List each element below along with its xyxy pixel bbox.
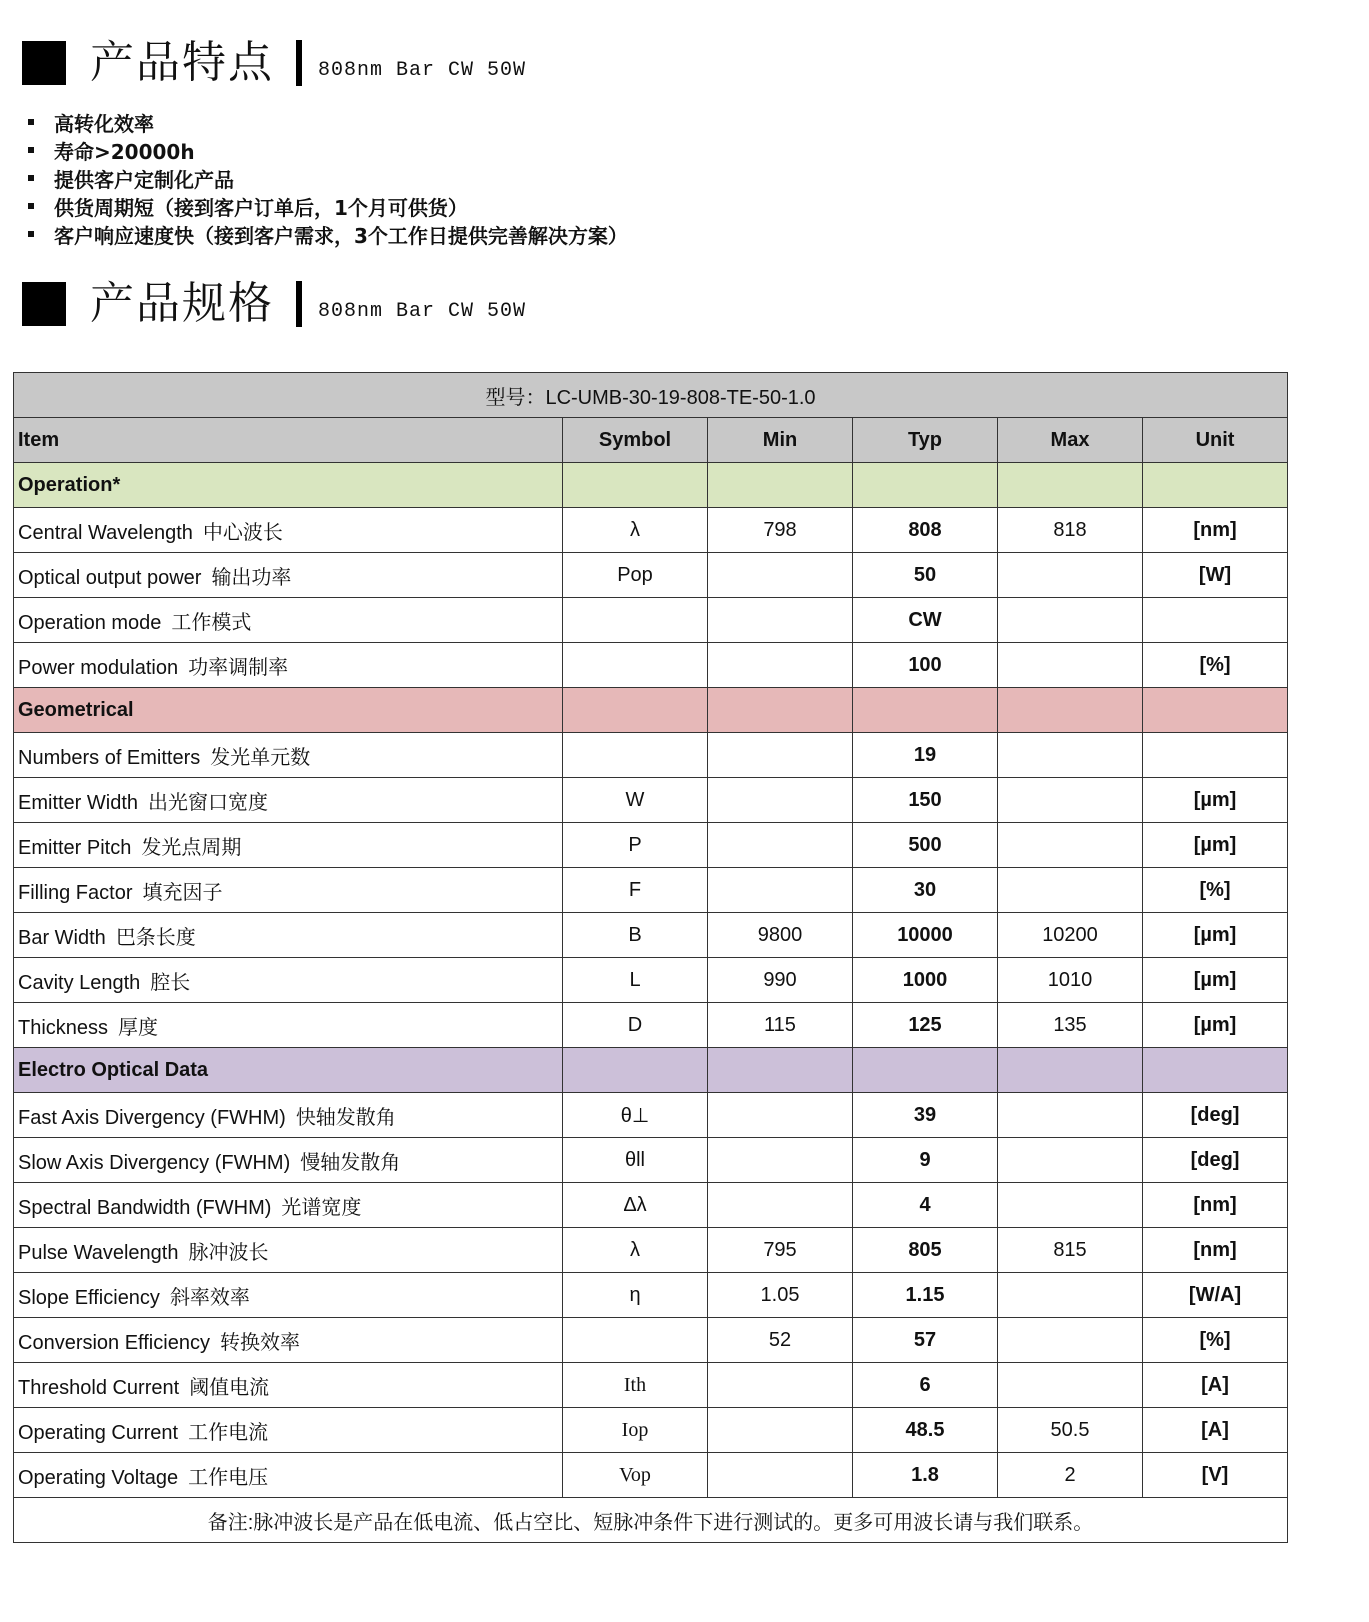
- table-row: [14, 1093, 1288, 1138]
- category-cell: [853, 688, 998, 733]
- item-name: Spectral Bandwidth (FWHM): [18, 1196, 272, 1219]
- table-header-row: [14, 418, 1288, 463]
- min-cell: [708, 1138, 853, 1183]
- typ-cell: 1.8: [853, 1453, 998, 1498]
- max-cell: [998, 1363, 1143, 1408]
- item-cell: [14, 1453, 563, 1498]
- list-item: 供货周期短（接到客户订单后，1个月可供货）: [22, 192, 628, 220]
- item-name: Filling Factor: [18, 881, 133, 904]
- unit-cell: [nm]: [1143, 1228, 1288, 1273]
- table-row: [14, 733, 1288, 778]
- category-label: Electro Optical Data: [14, 1048, 563, 1093]
- category-row-electro-optical: [14, 1048, 1288, 1093]
- table-row: [14, 1453, 1288, 1498]
- symbol-cell: [563, 1318, 708, 1363]
- note-text: 备注:脉冲波长是产品在低电流、低占空比、短脉冲条件下进行测试的。更多可用波长请与我们联系。: [14, 1498, 1288, 1543]
- item-name: Bar Width: [18, 926, 106, 949]
- item-cell: [14, 1228, 563, 1273]
- symbol-cell: B: [563, 913, 708, 958]
- symbol-cell: W: [563, 778, 708, 823]
- table-row: [14, 1138, 1288, 1183]
- table-row: [14, 598, 1288, 643]
- item-cell: [14, 823, 563, 868]
- list-item: 高转化效率: [22, 108, 628, 136]
- bullet-icon: [28, 147, 34, 153]
- item-name: Cavity Length: [18, 971, 141, 994]
- unit-cell: [µm]: [1143, 958, 1288, 1003]
- item-name-zh: 发光单元数: [210, 744, 311, 769]
- item-cell: [14, 508, 563, 553]
- unit-cell: [nm]: [1143, 508, 1288, 553]
- item-name: Emitter Width: [18, 791, 139, 814]
- max-cell: [998, 553, 1143, 598]
- item-name: Operating Voltage: [18, 1466, 179, 1489]
- features-subtitle: 808nm Bar CW 50W: [318, 58, 527, 82]
- symbol-cell: η: [563, 1273, 708, 1318]
- item-name: Numbers of Emitters: [18, 746, 201, 769]
- item-name-zh: 发光点周期: [141, 834, 242, 859]
- features-title: 产品特点: [90, 37, 274, 88]
- item-name-zh: 慢轴发散角: [300, 1149, 401, 1174]
- category-label: Geometrical: [14, 688, 563, 733]
- table-row: [14, 958, 1288, 1003]
- min-cell: 115: [708, 1003, 853, 1048]
- typ-cell: 30: [853, 868, 998, 913]
- min-cell: [708, 1408, 853, 1453]
- unit-cell: [deg]: [1143, 1138, 1288, 1183]
- specs-heading: [22, 274, 526, 334]
- symbol-cell: θll: [563, 1138, 708, 1183]
- item-name-zh: 转换效率: [219, 1329, 300, 1354]
- header-typ: Typ: [853, 418, 998, 463]
- category-cell: [998, 688, 1143, 733]
- bullet-icon: [28, 119, 34, 125]
- category-row-geometrical: [14, 688, 1288, 733]
- item-cell: [14, 1273, 563, 1318]
- item-cell: [14, 1003, 563, 1048]
- specs-subtitle: 808nm Bar CW 50W: [318, 299, 527, 323]
- unit-cell: [µm]: [1143, 1003, 1288, 1048]
- category-cell: [708, 1048, 853, 1093]
- list-item: 提供客户定制化产品: [22, 164, 628, 192]
- item-cell: [14, 1093, 563, 1138]
- item-name: Slow Axis Divergency (FWHM): [18, 1151, 291, 1174]
- black-square-icon: [22, 41, 66, 85]
- table-row: [14, 1273, 1288, 1318]
- item-name-zh: 阈值电流: [189, 1374, 270, 1399]
- item-cell: [14, 643, 563, 688]
- unit-cell: [µm]: [1143, 913, 1288, 958]
- table-row: [14, 1003, 1288, 1048]
- divider-bar: [296, 40, 302, 86]
- max-cell: [998, 1318, 1143, 1363]
- min-cell: 795: [708, 1228, 853, 1273]
- model-row: [14, 373, 1288, 418]
- typ-cell: 1.15: [853, 1273, 998, 1318]
- typ-cell: 50: [853, 553, 998, 598]
- item-cell: [14, 1363, 563, 1408]
- table-row: [14, 1408, 1288, 1453]
- min-cell: [708, 823, 853, 868]
- list-item: 客户响应速度快（接到客户需求，3个工作日提供完善解决方案）: [22, 220, 628, 248]
- item-cell: [14, 1138, 563, 1183]
- table-row: [14, 823, 1288, 868]
- max-cell: 50.5: [998, 1408, 1143, 1453]
- typ-cell: 808: [853, 508, 998, 553]
- item-name-zh: 输出功率: [211, 564, 292, 589]
- typ-cell: 805: [853, 1228, 998, 1273]
- item-cell: [14, 553, 563, 598]
- category-cell: [563, 688, 708, 733]
- table-row: [14, 508, 1288, 553]
- table-row: [14, 1363, 1288, 1408]
- min-cell: [708, 553, 853, 598]
- category-cell: [998, 463, 1143, 508]
- item-name-zh: 脉冲波长: [188, 1239, 269, 1264]
- unit-cell: [A]: [1143, 1363, 1288, 1408]
- typ-cell: 9: [853, 1138, 998, 1183]
- item-cell: [14, 733, 563, 778]
- item-name-zh: 厚度: [118, 1014, 159, 1039]
- item-name-zh: 中心波长: [202, 519, 283, 544]
- max-cell: 1010: [998, 958, 1143, 1003]
- unit-cell: [W/A]: [1143, 1273, 1288, 1318]
- unit-cell: [nm]: [1143, 1183, 1288, 1228]
- unit-cell: [µm]: [1143, 778, 1288, 823]
- max-cell: 815: [998, 1228, 1143, 1273]
- max-cell: 135: [998, 1003, 1143, 1048]
- typ-cell: 100: [853, 643, 998, 688]
- symbol-cell: Vop: [563, 1453, 708, 1498]
- min-cell: [708, 1093, 853, 1138]
- header-min: Min: [708, 418, 853, 463]
- min-cell: 1.05: [708, 1273, 853, 1318]
- header-max: Max: [998, 418, 1143, 463]
- typ-cell: 1000: [853, 958, 998, 1003]
- item-name-zh: 功率调制率: [188, 654, 289, 679]
- symbol-cell: [563, 733, 708, 778]
- list-item: 寿命>20000h: [22, 136, 628, 164]
- typ-cell: 6: [853, 1363, 998, 1408]
- symbol-cell: P: [563, 823, 708, 868]
- max-cell: 818: [998, 508, 1143, 553]
- category-cell: [1143, 688, 1288, 733]
- unit-cell: [V]: [1143, 1453, 1288, 1498]
- item-cell: [14, 778, 563, 823]
- unit-cell: [W]: [1143, 553, 1288, 598]
- category-cell: [853, 1048, 998, 1093]
- max-cell: [998, 1183, 1143, 1228]
- unit-cell: [1143, 598, 1288, 643]
- header-unit: Unit: [1143, 418, 1288, 463]
- min-cell: 9800: [708, 913, 853, 958]
- category-cell: [563, 1048, 708, 1093]
- item-name-zh: 工作电流: [188, 1419, 269, 1444]
- item-cell: [14, 1318, 563, 1363]
- max-cell: [998, 1093, 1143, 1138]
- max-cell: 10200: [998, 913, 1143, 958]
- item-cell: [14, 598, 563, 643]
- min-cell: [708, 598, 853, 643]
- item-name: Pulse Wavelength: [18, 1241, 179, 1264]
- category-row-operation: [14, 463, 1288, 508]
- max-cell: 2: [998, 1453, 1143, 1498]
- min-cell: [708, 733, 853, 778]
- typ-cell: 10000: [853, 913, 998, 958]
- symbol-cell: F: [563, 868, 708, 913]
- item-name: Operation mode: [18, 611, 162, 634]
- typ-cell: 19: [853, 733, 998, 778]
- max-cell: [998, 643, 1143, 688]
- header-item: Item: [14, 418, 563, 463]
- max-cell: [998, 778, 1143, 823]
- item-name-zh: 填充因子: [142, 879, 223, 904]
- category-cell: [1143, 463, 1288, 508]
- max-cell: [998, 1273, 1143, 1318]
- item-name: Operating Current: [18, 1421, 179, 1444]
- feature-list: [22, 108, 628, 248]
- spec-table: [13, 372, 1288, 1543]
- symbol-cell: L: [563, 958, 708, 1003]
- item-name-zh: 光谱宽度: [281, 1194, 362, 1219]
- item-name-zh: 斜率效率: [169, 1284, 250, 1309]
- symbol-cell: Pop: [563, 553, 708, 598]
- note-row: [14, 1498, 1288, 1543]
- min-cell: 798: [708, 508, 853, 553]
- unit-cell: [%]: [1143, 868, 1288, 913]
- unit-cell: [%]: [1143, 1318, 1288, 1363]
- features-heading: [22, 33, 526, 93]
- divider-bar: [296, 281, 302, 327]
- item-name: Optical output power: [18, 566, 202, 589]
- max-cell: [998, 733, 1143, 778]
- symbol-cell: D: [563, 1003, 708, 1048]
- max-cell: [998, 868, 1143, 913]
- unit-cell: [deg]: [1143, 1093, 1288, 1138]
- header-symbol: Symbol: [563, 418, 708, 463]
- table-row: [14, 868, 1288, 913]
- item-name: Slope Efficiency: [18, 1286, 160, 1309]
- symbol-cell: λ: [563, 508, 708, 553]
- symbol-cell: λ: [563, 1228, 708, 1273]
- min-cell: [708, 868, 853, 913]
- unit-cell: [%]: [1143, 643, 1288, 688]
- category-cell: [563, 463, 708, 508]
- table-row: [14, 1318, 1288, 1363]
- min-cell: [708, 1363, 853, 1408]
- unit-cell: [µm]: [1143, 823, 1288, 868]
- symbol-cell: [563, 598, 708, 643]
- category-cell: [998, 1048, 1143, 1093]
- item-cell: [14, 1408, 563, 1453]
- symbol-cell: [563, 643, 708, 688]
- item-cell: [14, 913, 563, 958]
- item-name: Central Wavelength: [18, 521, 193, 544]
- item-name-zh: 快轴发散角: [295, 1104, 396, 1129]
- bullet-icon: [28, 175, 34, 181]
- max-cell: [998, 823, 1143, 868]
- table-row: [14, 1228, 1288, 1273]
- typ-cell: 48.5: [853, 1408, 998, 1453]
- category-cell: [708, 688, 853, 733]
- item-name: Thickness: [18, 1016, 109, 1039]
- item-name-zh: 出光窗口宽度: [148, 789, 269, 814]
- unit-cell: [A]: [1143, 1408, 1288, 1453]
- typ-cell: 4: [853, 1183, 998, 1228]
- item-name: Fast Axis Divergency (FWHM): [18, 1106, 286, 1129]
- item-name: Emitter Pitch: [18, 836, 132, 859]
- category-label: Operation*: [14, 463, 563, 508]
- table-row: [14, 643, 1288, 688]
- symbol-cell: Ith: [563, 1363, 708, 1408]
- table-row: [14, 553, 1288, 598]
- item-name-zh: 巴条长度: [115, 924, 196, 949]
- typ-cell: 500: [853, 823, 998, 868]
- category-cell: [853, 463, 998, 508]
- bullet-icon: [28, 203, 34, 209]
- table-row: [14, 913, 1288, 958]
- typ-cell: 125: [853, 1003, 998, 1048]
- model-cell: 型号：LC-UMB-30-19-808-TE-50-1.0: [14, 373, 1288, 418]
- min-cell: [708, 778, 853, 823]
- category-cell: [708, 463, 853, 508]
- min-cell: 990: [708, 958, 853, 1003]
- min-cell: [708, 643, 853, 688]
- specs-title: 产品规格: [90, 278, 274, 329]
- bullet-icon: [28, 231, 34, 237]
- item-name-zh: 工作模式: [171, 609, 252, 634]
- min-cell: [708, 1183, 853, 1228]
- max-cell: [998, 1138, 1143, 1183]
- black-square-icon: [22, 282, 66, 326]
- item-cell: [14, 958, 563, 1003]
- unit-cell: [1143, 733, 1288, 778]
- max-cell: [998, 598, 1143, 643]
- item-cell: [14, 1183, 563, 1228]
- min-cell: 52: [708, 1318, 853, 1363]
- item-name-zh: 工作电压: [188, 1464, 269, 1489]
- symbol-cell: Iop: [563, 1408, 708, 1453]
- table-row: [14, 1183, 1288, 1228]
- item-name-zh: 腔长: [150, 969, 191, 994]
- typ-cell: 150: [853, 778, 998, 823]
- typ-cell: 57: [853, 1318, 998, 1363]
- item-name: Power modulation: [18, 656, 179, 679]
- typ-cell: 39: [853, 1093, 998, 1138]
- item-cell: [14, 868, 563, 913]
- typ-cell: CW: [853, 598, 998, 643]
- category-cell: [1143, 1048, 1288, 1093]
- symbol-cell: Δλ: [563, 1183, 708, 1228]
- min-cell: [708, 1453, 853, 1498]
- table-row: [14, 778, 1288, 823]
- item-name: Conversion Efficiency: [18, 1331, 210, 1354]
- item-name: Threshold Current: [18, 1376, 180, 1399]
- symbol-cell: θ⊥: [563, 1093, 708, 1138]
